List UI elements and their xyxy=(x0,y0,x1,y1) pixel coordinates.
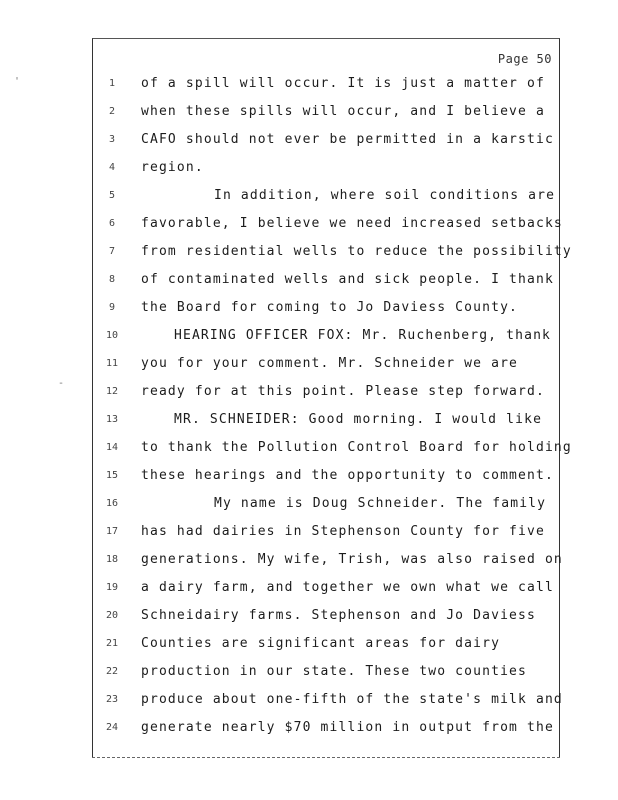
line-text: CAFO should not ever be permitted in a karstic xyxy=(141,132,554,147)
margin-mark: ' xyxy=(14,76,21,87)
line-text: of contaminated wells and sick people. I thank xyxy=(141,272,554,287)
line-number: 18 xyxy=(105,554,119,565)
transcript-line xyxy=(0,434,618,462)
transcript-line xyxy=(0,686,618,714)
line-text: has had dairies in Stephenson County for five xyxy=(141,524,545,539)
bottom-rule xyxy=(92,757,560,760)
line-number: 24 xyxy=(105,722,119,733)
line-number: 15 xyxy=(105,470,119,481)
line-number: 19 xyxy=(105,582,119,593)
line-number: 17 xyxy=(105,526,119,537)
line-number: 22 xyxy=(105,666,119,677)
line-number: 13 xyxy=(105,414,119,425)
line-number: 21 xyxy=(105,638,119,649)
transcript-line xyxy=(0,126,618,154)
margin-mark: - xyxy=(58,378,65,389)
transcript-line xyxy=(0,294,618,322)
transcript-line xyxy=(0,546,618,574)
line-number: 1 xyxy=(108,78,116,89)
transcript-line xyxy=(0,70,618,98)
transcript-line xyxy=(0,98,618,126)
line-number: 3 xyxy=(108,134,116,145)
line-number: 2 xyxy=(108,106,116,117)
line-number: 10 xyxy=(105,330,119,341)
line-number: 12 xyxy=(105,386,119,397)
line-text: when these spills will occur, and I believe a xyxy=(141,104,545,119)
line-number: 16 xyxy=(105,498,119,509)
line-number: 7 xyxy=(108,246,116,257)
transcript-line xyxy=(0,322,618,350)
line-text: to thank the Pollution Control Board for holding xyxy=(141,440,572,455)
line-text: Counties are significant areas for dairy xyxy=(141,636,501,651)
line-number: 8 xyxy=(108,274,116,285)
transcript-line xyxy=(0,154,618,182)
line-text: ready for at this point. Please step forward. xyxy=(141,384,545,399)
line-text: a dairy farm, and together we own what we call xyxy=(141,580,554,595)
transcript-line xyxy=(0,602,618,630)
page-number: Page 50 xyxy=(497,52,552,66)
transcript-line xyxy=(0,658,618,686)
transcript-line xyxy=(0,490,618,518)
line-number: 23 xyxy=(105,694,119,705)
line-text: My name is Doug Schneider. The family xyxy=(214,496,547,511)
transcript-line xyxy=(0,266,618,294)
transcript-line xyxy=(0,462,618,490)
transcript-line xyxy=(0,182,618,210)
transcript-line xyxy=(0,714,618,742)
line-text: you for your comment. Mr. Schneider we are xyxy=(141,356,519,371)
line-text: of a spill will occur. It is just a matter of xyxy=(141,76,545,91)
line-text: HEARING OFFICER FOX: Mr. Ruchenberg, thank xyxy=(174,328,552,343)
line-number: 11 xyxy=(105,358,119,369)
line-text: production in our state. These two counties xyxy=(141,664,527,679)
transcript-line xyxy=(0,378,618,406)
transcript-lines xyxy=(0,70,618,742)
line-text: produce about one-fifth of the state's milk and xyxy=(141,692,563,707)
line-number: 20 xyxy=(105,610,119,621)
line-text: Schneidairy farms. Stephenson and Jo Daviess xyxy=(141,608,536,623)
line-text: the Board for coming to Jo Daviess County. xyxy=(141,300,519,315)
line-number: 5 xyxy=(108,190,116,201)
line-text: region. xyxy=(141,160,204,175)
line-text: favorable, I believe we need increased setbacks xyxy=(141,216,563,231)
line-text: generate nearly $70 million in output from the xyxy=(141,720,554,735)
line-text: MR. SCHNEIDER: Good morning. I would like xyxy=(174,412,543,427)
line-number: 9 xyxy=(108,302,116,313)
transcript-line xyxy=(0,406,618,434)
transcript-line xyxy=(0,630,618,658)
line-number: 14 xyxy=(105,442,119,453)
transcript-line xyxy=(0,574,618,602)
line-number: 4 xyxy=(108,162,116,173)
line-number: 6 xyxy=(108,218,116,229)
transcript-line xyxy=(0,518,618,546)
line-text: these hearings and the opportunity to comment. xyxy=(141,468,554,483)
line-text: from residential wells to reduce the possibility xyxy=(141,244,572,259)
line-text: In addition, where soil conditions are xyxy=(214,188,556,203)
transcript-line xyxy=(0,238,618,266)
transcript-line xyxy=(0,350,618,378)
line-text: generations. My wife, Trish, was also raised on xyxy=(141,552,563,567)
transcript-line xyxy=(0,210,618,238)
